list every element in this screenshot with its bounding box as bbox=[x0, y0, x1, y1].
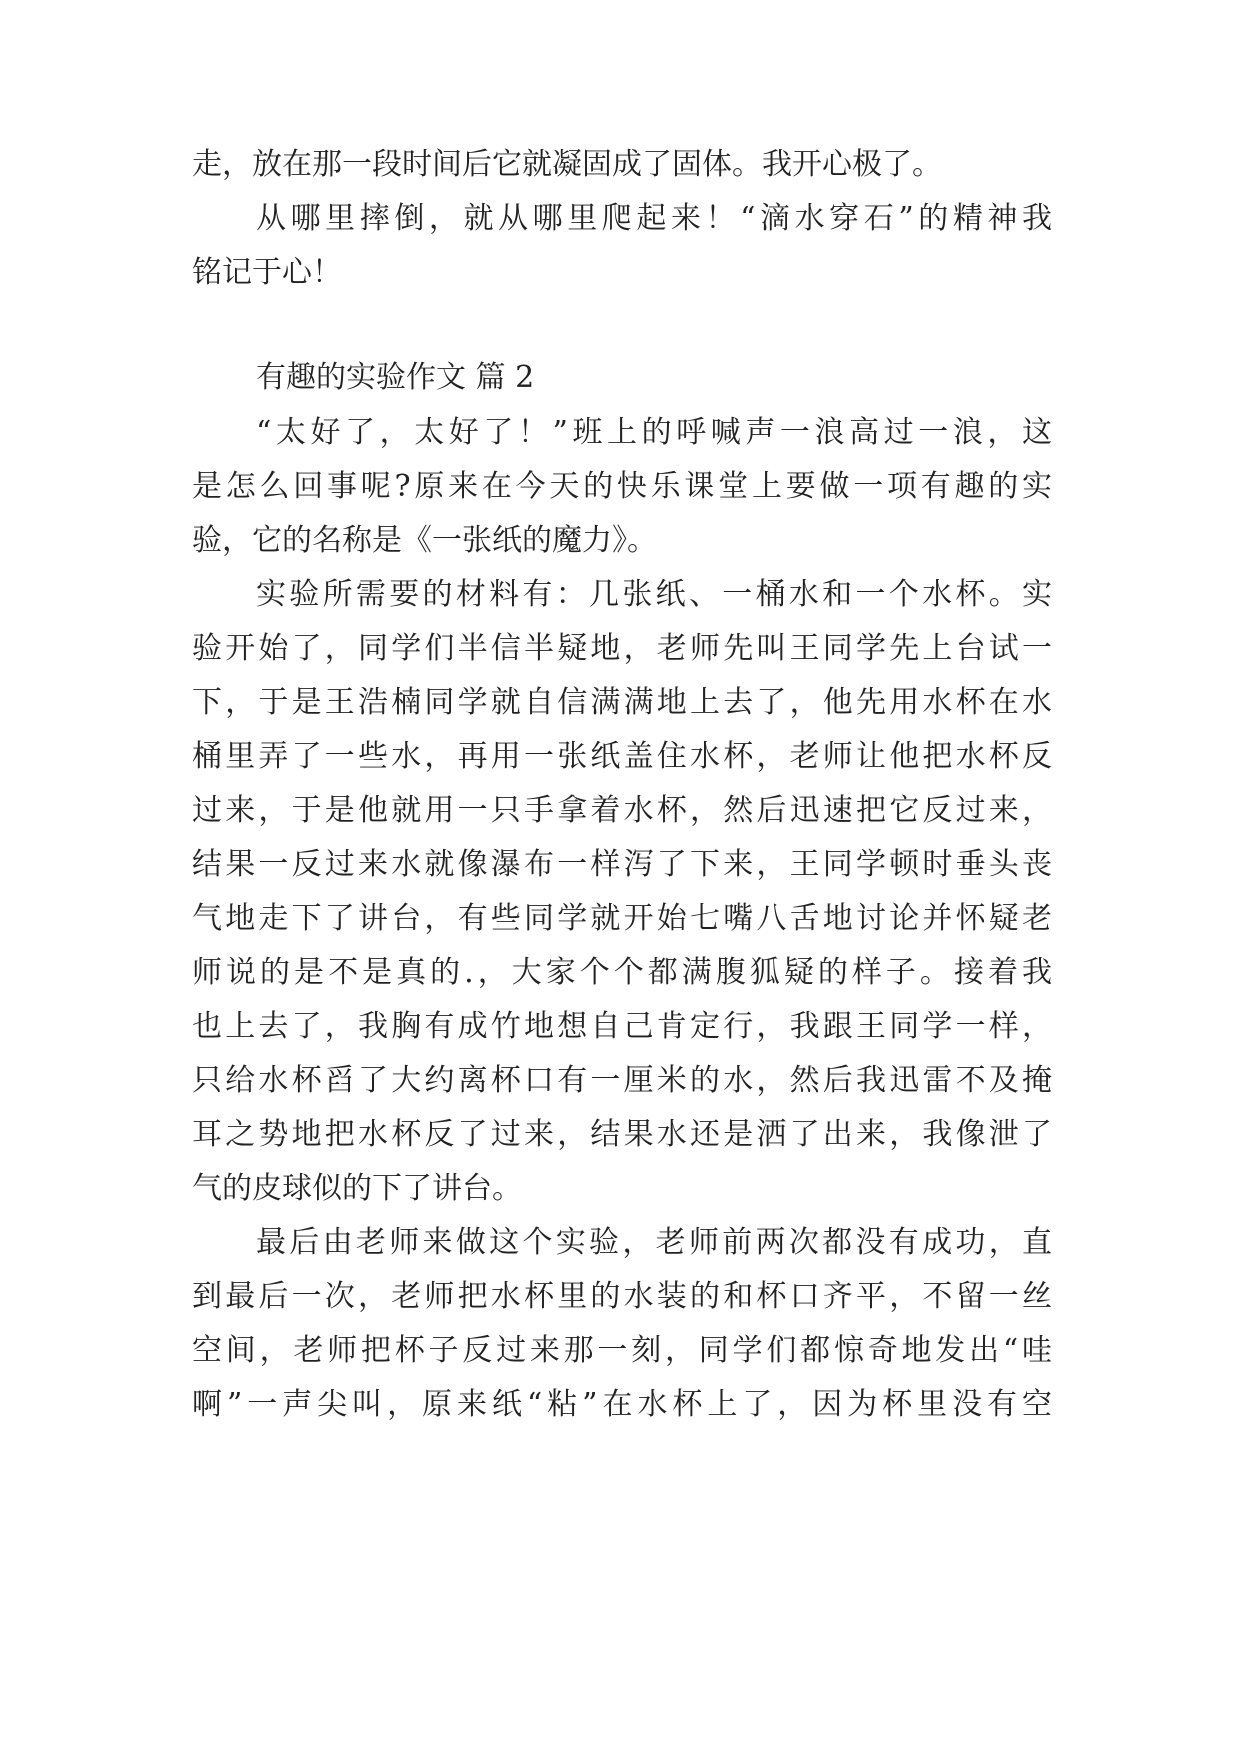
text-line: 结果一反过来水就像瀑布一样泻了下来，王同学顿时垂头丧 bbox=[192, 847, 1052, 882]
text-line: 气的皮球似的下了讲台。 bbox=[192, 1171, 522, 1206]
text-line: 从哪里摔倒，就从哪里爬起来！“滴水穿石”的精神我 bbox=[256, 201, 1052, 236]
text-line: 过来，于是他就用一只手拿着水杯，然后迅速把它反过来， bbox=[192, 793, 1052, 828]
text-line: 啊”一声尖叫，原来纸“粘”在水杯上了，因为杯里没有空 bbox=[192, 1387, 1052, 1422]
text-line: 只给水杯舀了大约离杯口有一厘米的水，然后我迅雷不及掩 bbox=[192, 1063, 1052, 1098]
section-heading: 有趣的实验作文 篇 2 bbox=[256, 360, 535, 395]
text-line: 走，放在那一段时间后它就凝固成了固体。我开心极了。 bbox=[192, 147, 942, 182]
text-line: 铭记于心！ bbox=[192, 255, 342, 290]
text-line: 验开始了，同学们半信半疑地，老师先叫王同学先上台试一 bbox=[192, 631, 1052, 666]
text-line: 也上去了，我胸有成竹地想自己肯定行，我跟王同学一样， bbox=[192, 1009, 1052, 1044]
text-line: 实验所需要的材料有：几张纸、一桶水和一个水杯。实 bbox=[256, 577, 1052, 612]
text-line: “太好了，太好了！”班上的呼喊声一浪高过一浪，这 bbox=[256, 415, 1052, 450]
text-line: 验，它的名称是《一张纸的魔力》。 bbox=[192, 523, 657, 558]
text-line: 到最后一次，老师把水杯里的水装的和杯口齐平，不留一丝 bbox=[192, 1279, 1052, 1314]
text-line: 下，于是王浩楠同学就自信满满地上去了，他先用水杯在水 bbox=[192, 685, 1052, 720]
text-line: 是怎么回事呢?原来在今天的快乐课堂上要做一项有趣的实 bbox=[192, 469, 1052, 504]
text-line: 最后由老师来做这个实验，老师前两次都没有成功，直 bbox=[256, 1225, 1052, 1260]
text-line: 空间，老师把杯子反过来那一刻，同学们都惊奇地发出“哇 bbox=[192, 1333, 1052, 1368]
text-line: 耳之势地把水杯反了过来，结果水还是洒了出来，我像泄了 bbox=[192, 1117, 1052, 1152]
text-line: 师说的是不是真的.，大家个个都满腹狐疑的样子。接着我 bbox=[192, 955, 1052, 990]
text-line: 桶里弄了一些水，再用一张纸盖住水杯，老师让他把水杯反 bbox=[192, 739, 1052, 774]
text-line: 气地走下了讲台，有些同学就开始七嘴八舌地讨论并怀疑老 bbox=[192, 901, 1052, 936]
